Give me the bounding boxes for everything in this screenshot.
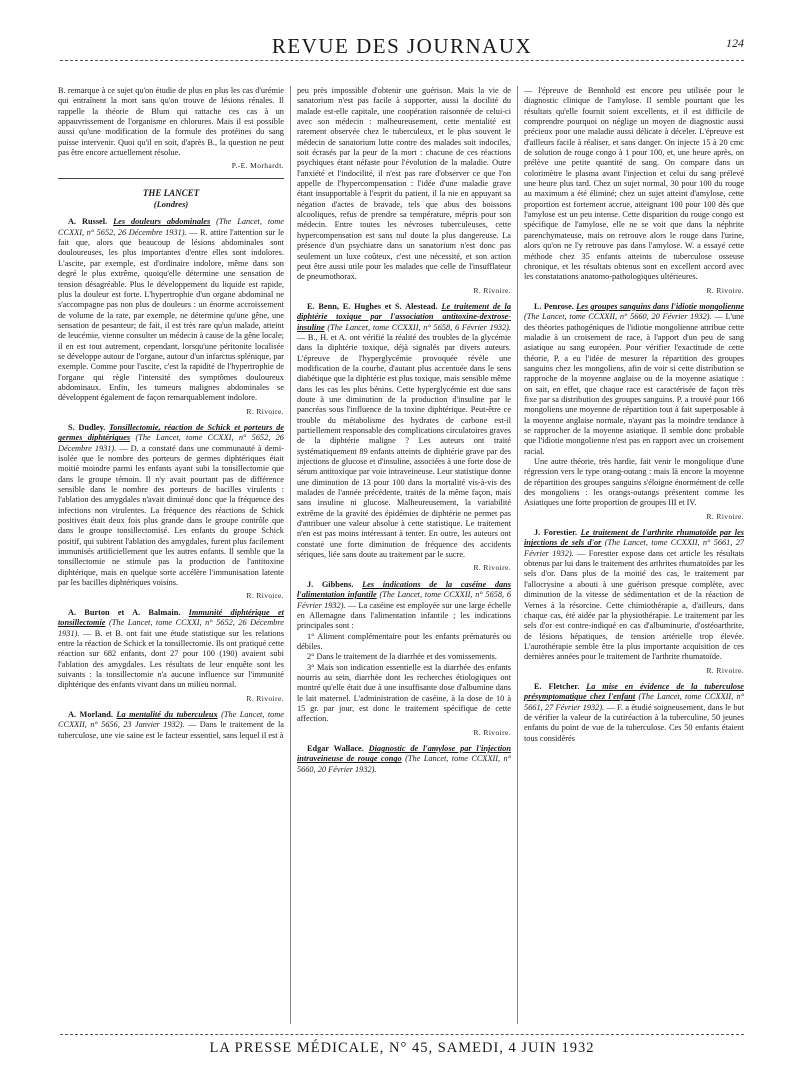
article-body: — F. a étudié soigneusement, dans le but de vérifier la valeur de la cutiréaction à la tuberculine, 50 jeunes enfants du point de vue de la tuberculose. Ces 50 enfants étaient tous considérés <box>524 702 744 743</box>
article-title: La mentalité du tuberculeux <box>116 709 218 719</box>
article-title: Le traitement de l'arthrite rhumatoïde par les injections de sels d'or <box>524 528 744 548</box>
article <box>58 217 284 403</box>
article-body: — L'une des théories pathogéniques de l'idiotie mongolienne attribue cette maladie à un croisement de race, à l'apport d'un peu de sang asiatique au sang européen. Pour vérifier l'exactitude de cette théorie, P. a eu l'idée de mesurer la répartition des groupes sanguins chez les mongoliens, afin de voir si cette distribution se rapproche de la moyenne anglaise ou de la moyenne asiatique : on sait, en effet, que chaque race est caractérisée de façon très fixe par sa distribution des groupes sanguins. P. a trouvé pour 166 mongoliens une moyenne de répartition tout à fait superposable à la moyenne anglaise normale, n'ayant pas la moindre tendance à se rapprocher de la moyenne asiatique. Il semble donc probable que l'idiotie mongolienne n'est pas en rapport avec un croisement racial. <box>524 312 744 456</box>
list-item: 1° Aliment complémentaire pour les enfants prématurés ou débiles. <box>296 631 511 651</box>
article-body: — D. a constaté dans une communauté à demi-isolée que le nombre des porteurs de germes diphtériques était moitié moindre parmi les enfants ayant subi la tonsillectomie que dans le groupe témoin. Il n'y avait pourtant pas de différence sensible dans le nombre des porteurs de bacilles virulents : l'ablation des amygdales n'avait diminué donc que la fréquence des infections non virulentes. La fréquence des réactions de Schick positives était deux fois plus grande dans le groupe contrôle que dans le groupe tonsillectomisé. Les enfants du groupe Schick positif, qui subirent l'ablation des amygdales, furent plus facilement immunisés artificiellement que les autres enfants. Il semble que la tonsillectomie ne stimule pas la production de l'antitoxine diphtérique, mais en quelque sorte accélère l'immunisation latente par les bacilles diphtériques voisins. <box>58 443 284 588</box>
article-author: A. Morland. <box>68 709 113 719</box>
article-title: Immunité diphtérique et tonsillectomie <box>58 607 284 628</box>
article-reference: (The Lancet, tome CCXXII, n° 5656, 23 Janvier 1932). <box>58 709 284 730</box>
section-divider <box>58 178 284 179</box>
signature: R. Rivoire. <box>246 693 284 703</box>
article-columns <box>58 86 744 1024</box>
article-reference: (The Lancet, tome CCXXI, n° 5652, 26 Décembre 1931). <box>58 618 284 638</box>
page-header <box>60 30 744 61</box>
article-author: S. Dudley. <box>68 422 106 432</box>
column-2 <box>290 86 517 1024</box>
article-body: — B. et B. ont fait une étude statistique sur les relations entre la réaction de Schick et la tonsillectomie. Ils ont pratiqué cette réaction sur 682 enfants, dont 27 pour 100 (190) avaient subi l'ablation des amygdales. Les résultats de leur enquête sont les suivants : la tonsillectomie n'a aucune influence sur l'immunité diphtérique des enfants vivant dans un milieu normal. <box>58 628 284 690</box>
signature: P.-E. Morhardt. <box>231 161 284 171</box>
journal-city: (Londres) <box>153 199 189 210</box>
signature: R. Rivoire. <box>706 285 744 295</box>
article-body: — La caséine est employée sur une large échelle en Allemagne dans l'alimentation infantile ; les indications principales sont : <box>296 600 512 631</box>
article <box>524 528 744 662</box>
footer-text: LA PRESSE MÉDICALE, N° 45, SAMEDI, 4 JUIN 1932 <box>209 1040 595 1056</box>
article-body: — Forestier expose dans cet article les résultats obtenus par lui dans le traitement des arthrites rhumatoïdes par les sels d'or. Dans plus de la moitié des cas, le traitement par l'allocrysine a abouti à une guérison presque complète, avec diminution de la vitesse de sédimentation et de la réaction de Vernes à la résorcine. Cette chimiothérapie a, d'ailleurs, dans chaque cas, été aidée par la physiothérapie. Le traitement par les sels d'or est contre-indiqué en cas d'albuminurie, d'ostéoarthrite, de lésions hépatiques, de tension artérielle trop élevée. L'aurothérapie semble être la plus importante acquisition de ces dernières années pour le traitement de l'arthrite rhumatoïde. <box>524 548 744 662</box>
article-reference: (The Lancet, tome CCXXII, n° 5658, 6 Février 1932). <box>296 590 511 610</box>
article-title: Les indications de la caséine dans l'alimentation infantile <box>296 579 511 600</box>
article-title: Tonsillectomie, réaction de Schick et porteurs de germes diphtériques <box>58 422 284 443</box>
signature: R. Rivoire. <box>706 665 744 675</box>
paragraph-continued: — l'épreuve de Bennhold est encore peu utilisée pour le diagnostic clinique de l'amylose. Il semble pourtant que les résultats qu'elle fournit soient excellents, et il est difficile de comprendre pourquoi on néglige un moyen de diagnostic aussi précieux pour une maladie aussi délicate à déceler. L'épreuve est d'ailleurs facile à réaliser, et sans danger. On injecte 15 à 20 cmc de solution de rouge congo à 1 pour 100, et, une heure après, on prélève une petite quantité de sang. On compare dans un colorimètre le plasma avant l'injection et celui du sang prélevé une heure plus tard. Chez un sujet normal, 30 pour 100 du rouge au maximum a été éliminé; chez un sujet atteint d'amylose, cette proportion est fortement accrue, atteignant 100 pour 100 dès que l'amylose est un peu intense. Cette disparition du rouge congo est spécifique de l'amylose, elle ne se voit que dans la néphrite parenchymateuse, mais on retrouve alors le rouge dans l'urine, alors qu'on ne l'y retrouve pas dans l'amylose. W. a essayé cette méthode chez 35 enfants atteints de tuberculose osseuse chronique, et les résultats obtenus sont en excellent accord avec les constatations anatomo-pathologiques ultérieures. <box>524 86 744 282</box>
article-author: A. Russel. <box>68 217 108 227</box>
article <box>524 682 744 744</box>
paragraph-intro: B. remarque à ce sujet qu'on étudie de plus en plus les cas d'urémie qui entraînent la mort sans qu'on trouve de lésions rénales. Il rappelle la théorie de Blum qui rattache ces cas à un appauvrissement de l'organisme en chlorures. Mais il est possible aussi qu'une modification de la formule des protéines du sang puisse intervenir. Quoi qu'il en soit, d'après B., la question ne peut pas être encore actuellement résolue. <box>58 86 284 158</box>
column-1 <box>58 86 290 1024</box>
article-body: — R. attire l'attention sur le fait que, alors que beaucoup de lésions abdominales sont douloureuses, les plus importantes d'entre elles sont indolores. L'ascite, par exemple, est d'ordinaire indolore, même dans son degré le plus extrême, quoiqu'elle détermine une sensation de tension désagréable. Plus le développement du liquide est rapide, plus la douleur est forte. L'hypertrophie d'un organe abdominal ne s'accompagne pas non plus de douleurs : un énorme accroissement de volume de la rate, par exemple, ne détermine qu'une gêne, une sensation de pesanteur; de fait, il est très rare qu'un malade, atteint de leucémie, vienne consulter un médecin à cause de la gêne locale; il en est tout autrement, cependant, lorsqu'une péritonite localisée se développe autour de l'organe, autour d'un infarctus splénique, par exemple. Comme pour l'ascite, c'est la rapidité de l'hypertrophie de l'organe qui règle l'intensité des symptômes douloureux abdominaux. Enfin, les tumeurs malignes abdominales se développent également de façon remarquablement indolore. <box>58 227 284 403</box>
journal-name: THE LANCET <box>142 187 200 198</box>
article-author: E. Benn, E. Hughes et S. Alestead. <box>306 301 438 311</box>
article-reference: (The Lancet, tome CCXXI, n° 5652, 26 Décembre 1931). <box>58 217 284 237</box>
article-body: — B., H. et A. ont vérifié la réalité des troubles de la glycémie dans la diphtérie toxique, déjà signalés par divers auteurs. L'épreuve de l'hyperglycémie provoquée révèle une modification de la courbe, d'autant plus accentuée dans le sens diabétique que la diphtérie est plus toxique, mais sensible même dans les cas les plus bénins. Cette hyperglycémie est due sans doute à une diminution de la production d'insuline par le pancréas sous l'influence de la toxine diphtérique. Peut-être ce trouble du métabolisme des hydrates de carbone est-il partiellement responsable des complications circulatoires graves de la diphtérie maligne ? Les auteurs ont traité systématiquement 89 enfants atteints de diphtérie grave par des injections de glucose et d'insuline, associées à une forte dose de sérum antitoxique par voie intraveineuse. Leur statistique donne une diminution de 13 pour 100 dans la mortalité vis-à-vis des malades de l'année précédente, traités de la même façon, mais sans insuline ni glucose. Malheureusement, la variabilité extrême de la gravité des épidémies de diphtérie ne permet pas d'attribuer une valeur absolue à cette statistique. Le traitement n'en est pas moins intéressant à tenter. En outre, les auteurs ont constaté une forte diminution de fréquence des accidents sériques, liée sans doute au traitement par le sucre. <box>296 332 511 560</box>
article <box>297 744 511 775</box>
article-reference: (The Lancet, tome CCXXII, n° 5661, 27 Février 1932). <box>524 692 744 712</box>
article-author: Edgar Wallace. <box>306 743 364 753</box>
article-title: Les douleurs abdominales <box>113 217 211 227</box>
signature: R. Rivoire. <box>706 511 744 521</box>
paragraph: Une autre théorie, très hardie, fait venir le mongolique d'une régression vers le type orang-outang : mais là encore la moyenne de répartition des groupes sanguins s'éloigne énormément de celle des mongoliens : les orangs-outangs présentent comme les Asiatiques une forte proportion de groupes III et IV. <box>524 457 744 508</box>
list-item: 2° Dans le traitement de la diarrhée et des vomissements. <box>306 652 497 662</box>
paragraph-continued: peu près impossible d'obtenir une guérison. Mais la vie de sanatorium n'est pas facile à supporter, aussi la docilité du malade est-elle capitale, une coopération raisonnée de celui-ci avec son médecin : malheureusement, cette mentalité est rarement observée chez le tuberculeux, et le plus souvent le médecin de sanatorium lutte contre des malades soit indociles, soit écrasés par la peur de la mort : chacune de ces réactions psychiques étant néfaste pour l'évolution de la maladie. Outre l'anxiété et l'indocilité, il n'est pas rare d'observer ce que l'on appelle de l'hypercompensation : l'idée d'une maladie grave étant insupportable à l'esprit du patient, il la nie en appuyant sa négation d'actes de bravade, tels que abus des boissons alcooliques, refus de prendre sa température, mépris pour son médecin. Entre toutes les névroses tuberculeuses, cette hypercompensation est sans nul doute la plus dangereuse. La présence d'un psychiatre dans un sanatorium n'est donc pas seulement un luxe coûteux, c'est une nécessité, et son action peut être aussi utile pour les malades que celle de l'insufflateur de pneumothorax. <box>296 86 511 282</box>
signature: R. Rivoire. <box>246 406 284 416</box>
article-title: Les groupes sanguins dans l'idiotie mongolienne <box>576 301 744 311</box>
article-author: A. Burton et A. Balmain. <box>68 607 181 617</box>
article <box>58 423 284 589</box>
list-item: 3° Mais son indication essentielle est la diarrhée des enfants nourris au sein, diarrhée dont les recherches étiologiques ont montré qu'elle était due à une insuffisante dose d'albumine dans le lait maternel. L'administration de caséine, à la dose de 10 à 15 gr. par jour, est donc le traitement spécifique de cette affection. <box>296 662 511 724</box>
signature: R. Rivoire. <box>473 563 511 573</box>
article <box>58 710 284 741</box>
article-reference: (The Lancet, tome CCXXII, n° 5660, 20 Février 1932). <box>524 312 712 322</box>
article-body: — Dans le traitement de la tuberculose, une vie saine est le facteur essentiel, sans lequel il est à <box>58 720 284 740</box>
article-title: Le traitement de la diphtérie toxique par l'association antitoxine-dextrose-insuline <box>296 301 511 332</box>
article-title: La mise en évidence de la tuberculose présymptomatique chez l'enfant <box>524 681 744 702</box>
article-author: L. Penrose. <box>534 301 574 311</box>
page-number: 124 <box>726 36 744 50</box>
article-reference: (The Lancet, tome CCXXII, n° 5658, 6 Février 1932). <box>327 322 511 332</box>
article-reference: (The Lancet, tome CCXXII, n° 5661, 27 Février 1932). <box>524 538 744 558</box>
article-author: J. Gibbens. <box>306 579 354 589</box>
header-title: REVUE DES JOURNAUX <box>271 34 533 58</box>
article-author: E. Fletcher. <box>534 681 580 691</box>
signature: R. Rivoire. <box>246 591 284 601</box>
article-author: J. Forestier. <box>534 528 578 538</box>
article <box>297 302 511 561</box>
column-3 <box>517 86 744 1024</box>
signature: R. Rivoire. <box>473 727 511 737</box>
article <box>297 580 511 632</box>
page-footer <box>60 1034 744 1061</box>
signature: R. Rivoire. <box>473 285 511 295</box>
article-reference: (The Lancet, tome CCXXI, n° 5652, 26 Décembre 1931). <box>58 433 284 453</box>
article <box>524 302 744 457</box>
article <box>58 608 284 691</box>
article-reference: (The Lancet, tome CCXXII, n° 5660, 20 Février 1932). <box>296 754 512 774</box>
article-title: Diagnostic de l'amylose par l'injection intraveineuse de rouge congo <box>296 743 511 764</box>
